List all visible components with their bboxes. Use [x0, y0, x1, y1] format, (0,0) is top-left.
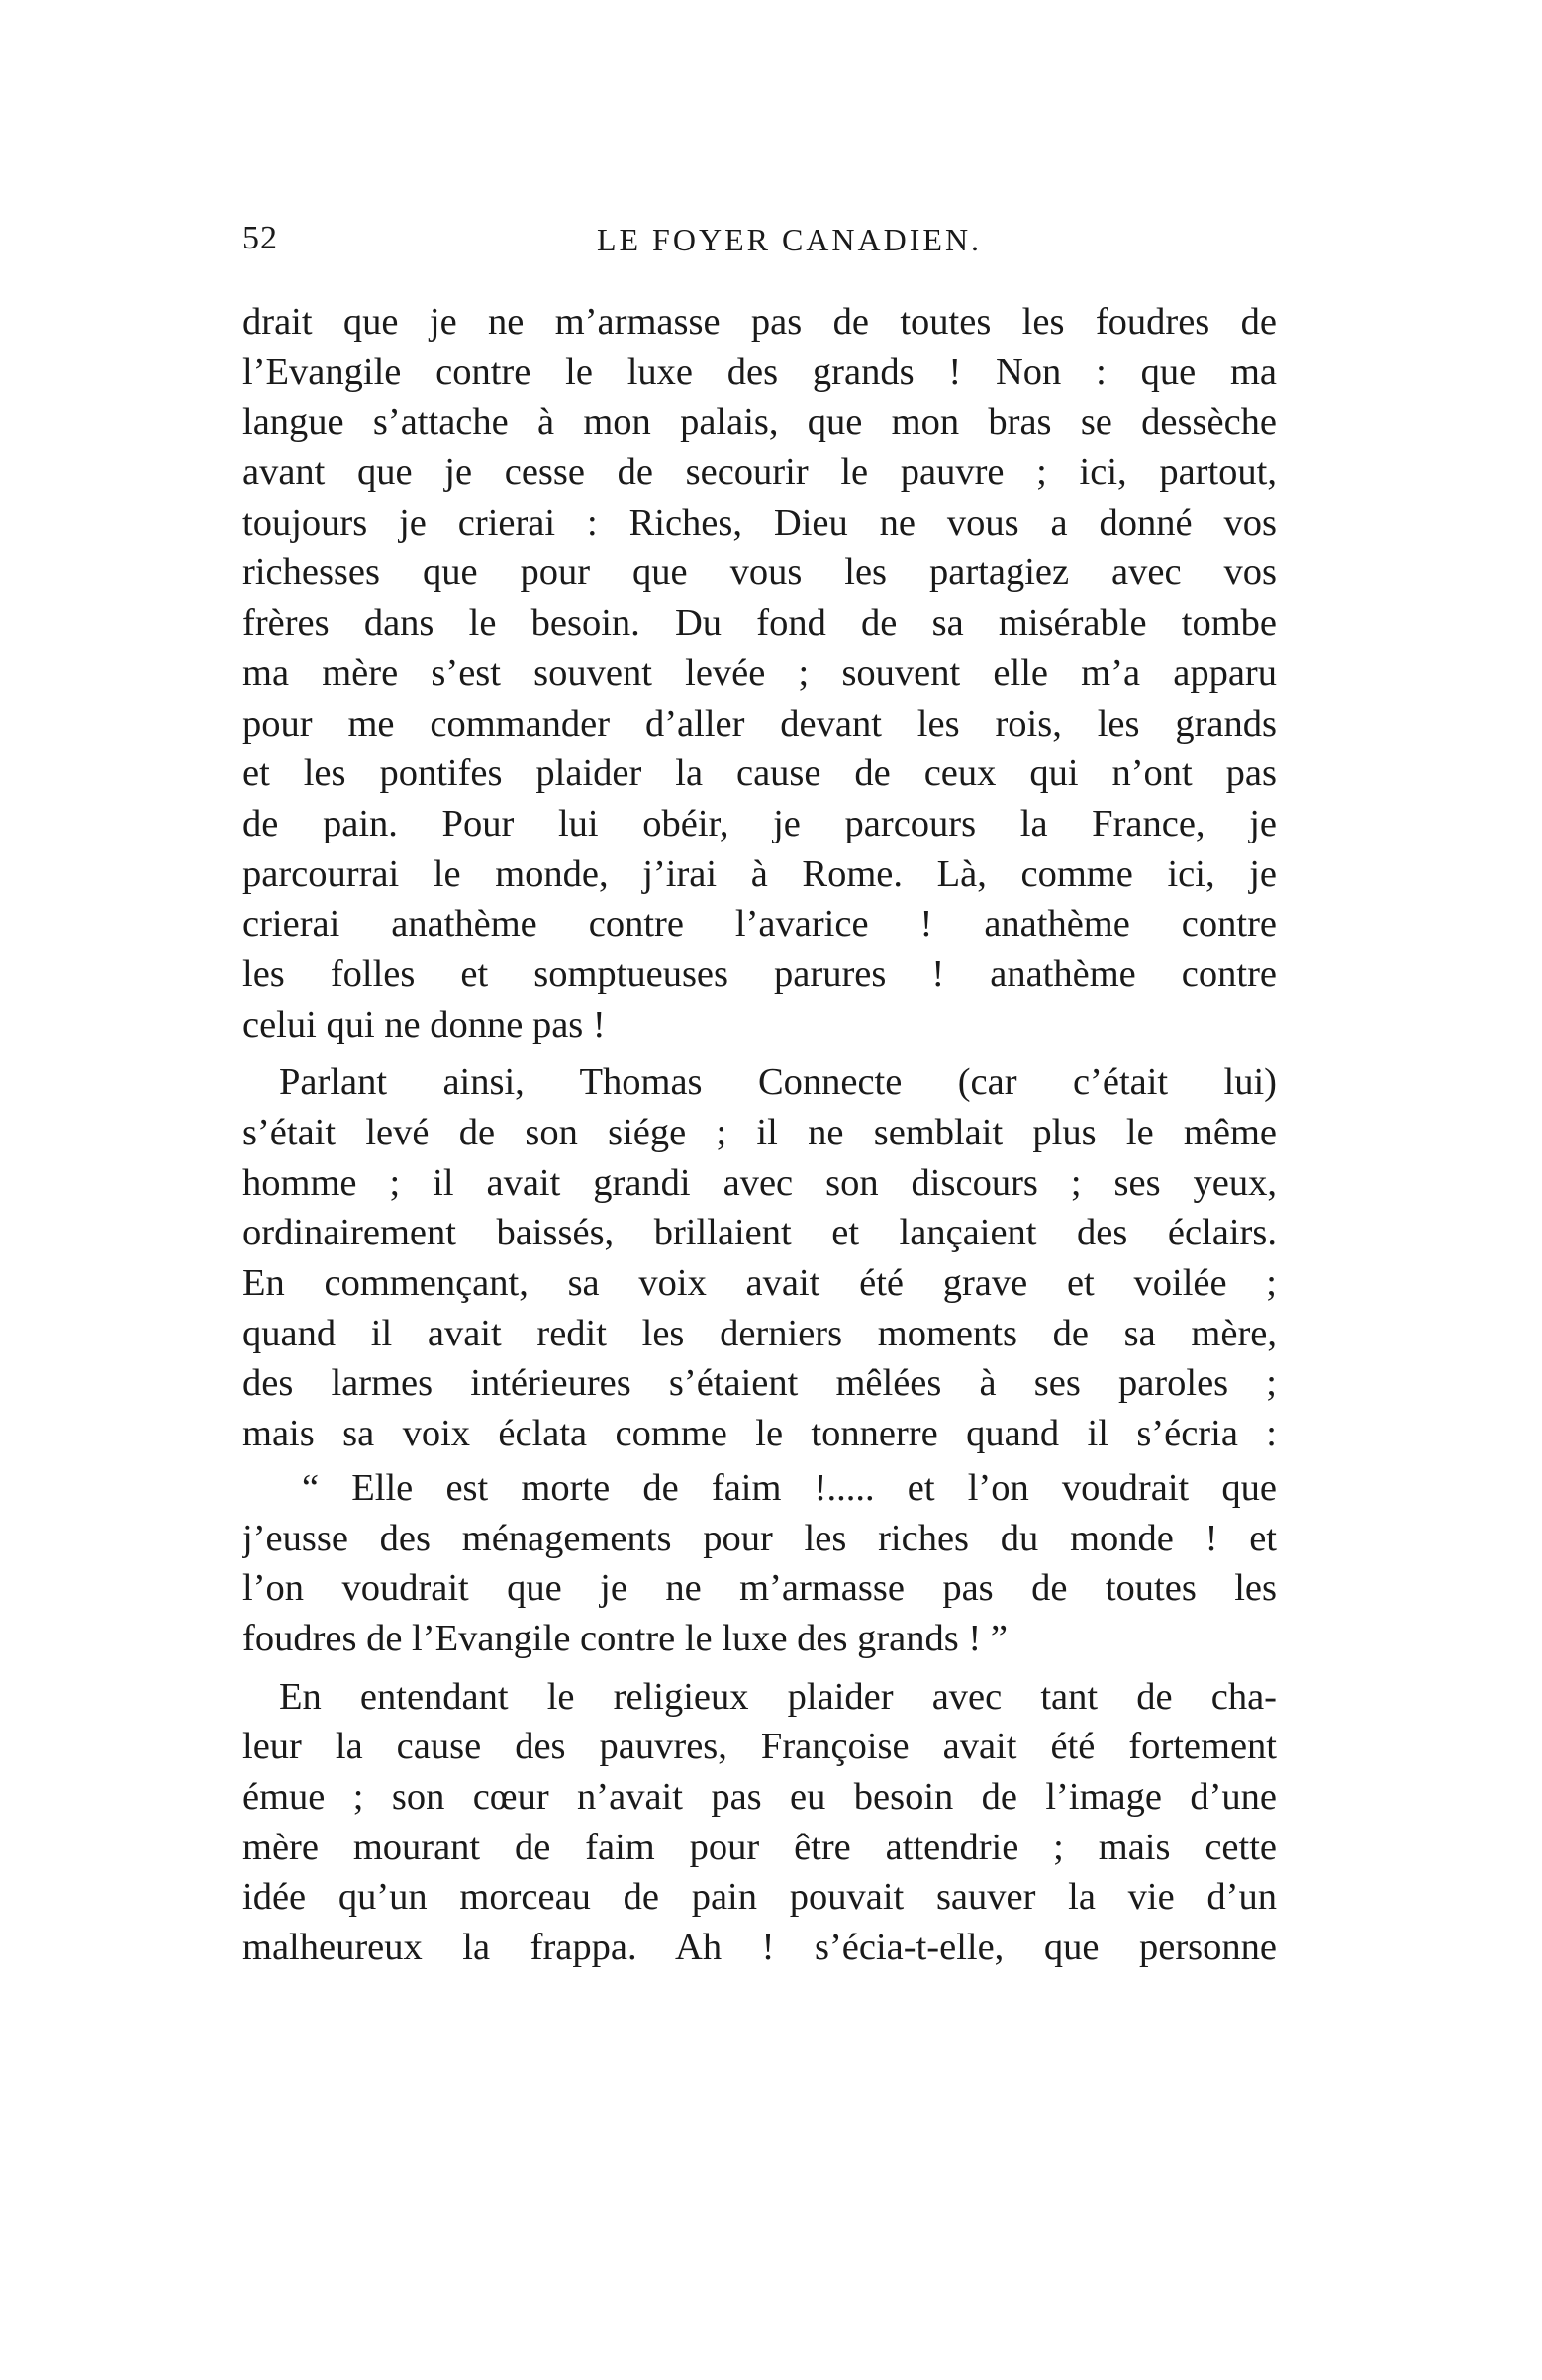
text-line: quand il avait redit les derniers moments de sa mère,	[242, 1312, 1277, 1354]
text-line: s’était levé de son siége ; il ne semblait plus le même	[242, 1112, 1277, 1153]
text-line: En commençant, sa voix avait été grave et voilée ;	[242, 1262, 1277, 1305]
text-line: “ Elle est morte de faim !..... et l’on voudrait que	[302, 1466, 1277, 1509]
text-line: Parlant ainsi, Thomas Connecte (car c’était lui)	[279, 1061, 1277, 1104]
text-line: ma mère s’est souvent levée ; souvent elle m’a apparu	[242, 651, 1277, 694]
text-line: j’eusse des ménagements pour les riches du monde ! et	[242, 1517, 1277, 1559]
text-line: En entendant le religieux plaider avec tant de cha-	[279, 1675, 1277, 1718]
paragraph	[242, 297, 1277, 1049]
text-line: mère mourant de faim pour être attendrie ; mais cette	[242, 1826, 1277, 1868]
text-line: parcourrai le monde, j’irai à Rome. Là, comme ici, je	[242, 852, 1277, 895]
text-line: avant que je cesse de secourir le pauvre ; ici, partout,	[242, 451, 1277, 494]
text-line: drait que je ne m’armasse pas de toutes les foudres de	[242, 301, 1277, 343]
body-text	[242, 297, 1277, 1973]
text-line: toujours je crierai : Riches, Dieu ne vous a donné vos	[242, 501, 1277, 544]
text-line: émue ; son cœur n’avait pas eu besoin de l’image d’une	[242, 1775, 1277, 1818]
text-line: crierai anathème contre l’avarice ! anathème contre	[242, 903, 1277, 945]
text-line: mais sa voix éclata comme le tonnerre quand il s’écria :	[242, 1413, 1277, 1455]
paragraph	[242, 1672, 1277, 1973]
page-header	[242, 220, 1277, 269]
text-line: ordinairement baissés, brillaient et lançaient des éclairs.	[242, 1212, 1277, 1254]
quotation-paragraph	[242, 1463, 1277, 1664]
text-line: et les pontifes plaider la cause de ceux qui n’ont pas	[242, 752, 1277, 795]
text-line: l’on voudrait que je ne m’armasse pas de toutes les	[242, 1567, 1277, 1610]
paragraph	[242, 1057, 1277, 1459]
running-title: LE FOYER CANADIEN.	[596, 222, 983, 257]
text-line: l’Evangile contre le luxe des grands ! Non : que ma	[242, 350, 1277, 393]
text-line: idée qu’un morceau de pain pouvait sauver la vie d’un	[242, 1876, 1277, 1919]
text-line: langue s’attache à mon palais, que mon bras se dessèche	[242, 401, 1277, 444]
text-line: les folles et somptueuses parures ! anathème contre	[242, 952, 1277, 995]
text-line: richesses que pour que vous les partagiez avec vos	[242, 551, 1277, 594]
text-line: celui qui ne donne pas !	[242, 1003, 606, 1045]
text-line: de pain. Pour lui obéir, je parcours la France, je	[242, 802, 1277, 844]
text-line: frères dans le besoin. Du fond de sa misérable tombe	[242, 602, 1277, 645]
text-line: foudres de l’Evangile contre le luxe des grands ! ”	[242, 1617, 1008, 1659]
text-line: des larmes intérieures s’étaient mêlées à ses paroles ;	[242, 1362, 1277, 1405]
text-line: leur la cause des pauvres, Françoise avait été fortement	[242, 1726, 1277, 1768]
text-line: homme ; il avait grandi avec son discours ; ses yeux,	[242, 1161, 1277, 1204]
text-line: malheureux la frappa. Ah ! s’écia-t-elle, que personne	[242, 1927, 1277, 1968]
text-line: pour me commander d’aller devant les rois, les grands	[242, 702, 1277, 744]
page-number: 52	[242, 220, 278, 256]
